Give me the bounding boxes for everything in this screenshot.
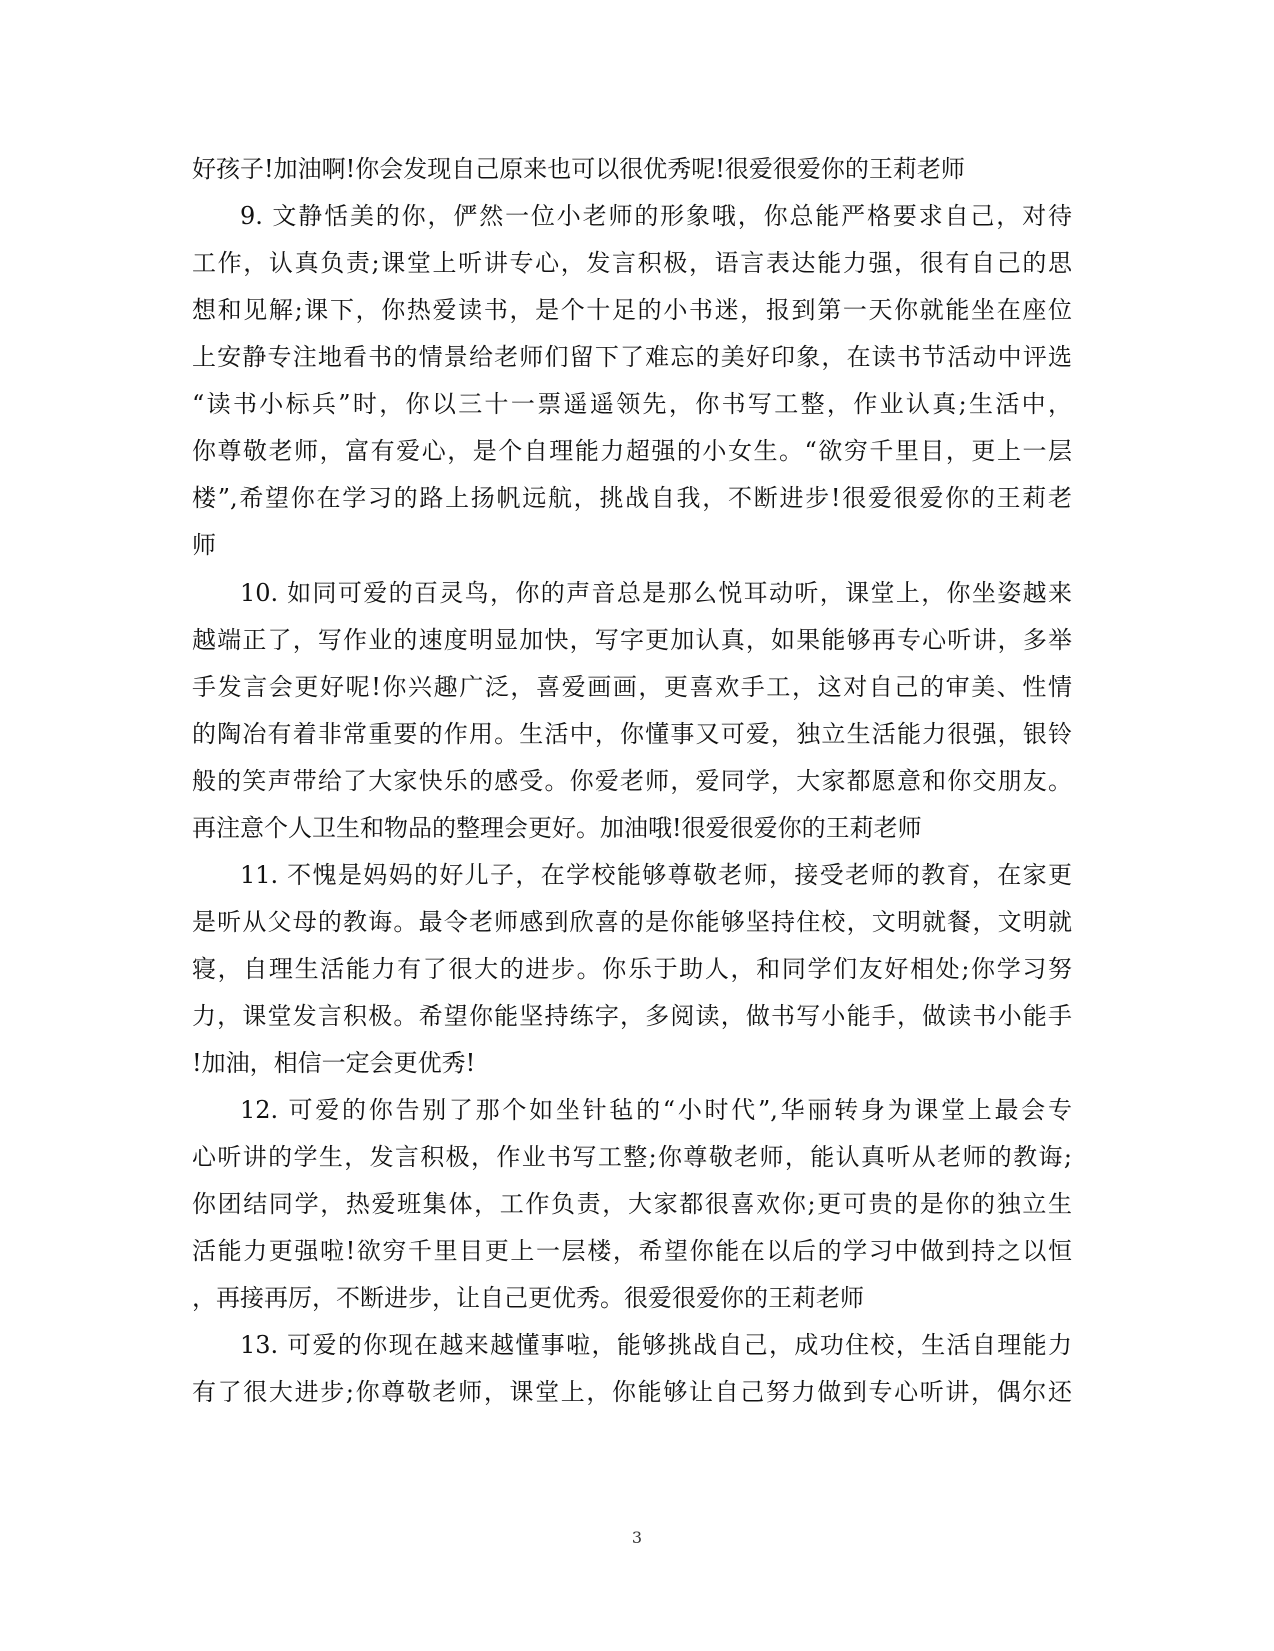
paragraph-10-first-line: 10. 如同可爱的百灵鸟，你的声音总是那么悦耳动听，课堂上，你坐姿越来 — [240, 579, 1072, 607]
text-line: 师 — [192, 531, 216, 559]
text-line: 楼”,希望你在学习的路上扬帆远航，挑战自我，不断进步!很爱很爱你的王莉老 — [192, 484, 1072, 512]
text-line: 越端正了，写作业的速度明显加快，写字更加认真，如果能够再专心听讲，多举 — [192, 626, 1072, 654]
text-line: 的陶冶有着非常重要的作用。生活中，你懂事又可爱，独立生活能力很强，银铃 — [192, 720, 1072, 748]
page-number: 3 — [631, 1528, 643, 1547]
paragraph-13-first-line: 13. 可爱的你现在越来越懂事啦，能够挑战自己，成功住校，生活自理能力 — [240, 1331, 1072, 1359]
text-line: “读书小标兵”时，你以三十一票遥遥领先，你书写工整，作业认真;生活中， — [192, 390, 1072, 418]
text-line: 活能力更强啦!欲穷千里目更上一层楼，希望你能在以后的学习中做到持之以恒 — [192, 1237, 1072, 1265]
paragraph-12-first-line: 12. 可爱的你告别了那个如坐针毡的“小时代”,华丽转身为课堂上最会专 — [240, 1096, 1072, 1124]
text-line: 手发言会更好呢!你兴趣广泛，喜爱画画，更喜欢手工，这对自己的审美、性情 — [192, 673, 1072, 701]
text-line: 寝，自理生活能力有了很大的进步。你乐于助人，和同学们友好相处;你学习努 — [192, 955, 1072, 983]
paragraph-9-first-line: 9. 文静恬美的你，俨然一位小老师的形象哦，你总能严格要求自己，对待 — [240, 202, 1072, 230]
text-line: 你团结同学，热爱班集体，工作负责，大家都很喜欢你;更可贵的是你的独立生 — [192, 1190, 1072, 1218]
text-line: 工作，认真负责;课堂上听讲专心，发言积极，语言表达能力强，很有自己的思 — [192, 249, 1072, 277]
paragraph-11-first-line: 11. 不愧是妈妈的好儿子，在学校能够尊敬老师，接受老师的教育，在家更 — [240, 861, 1072, 889]
text-line: 是听从父母的教诲。最令老师感到欣喜的是你能够坚持住校，文明就餐，文明就 — [192, 908, 1072, 936]
text-line: ，再接再厉，不断进步，让自己更优秀。很爱很爱你的王莉老师 — [192, 1284, 864, 1312]
text-line: 上安静专注地看书的情景给老师们留下了难忘的美好印象，在读书节活动中评选 — [192, 343, 1072, 371]
text-line: 有了很大进步;你尊敬老师，课堂上，你能够让自己努力做到专心听讲，偶尔还 — [192, 1378, 1072, 1406]
text-line: 你尊敬老师，富有爱心，是个自理能力超强的小女生。“欲穷千里目，更上一层 — [192, 437, 1072, 465]
text-line: !加油，相信一定会更优秀! — [192, 1049, 476, 1077]
text-line: 再注意个人卫生和物品的整理会更好。加油哦!很爱很爱你的王莉老师 — [192, 814, 922, 842]
text-line: 力，课堂发言积极。希望你能坚持练字，多阅读，做书写小能手，做读书小能手 — [192, 1002, 1072, 1030]
text-line: 心听讲的学生，发言积极，作业书写工整;你尊敬老师，能认真听从老师的教诲; — [192, 1143, 1072, 1171]
text-line: 般的笑声带给了大家快乐的感受。你爱老师，爱同学，大家都愿意和你交朋友。 — [192, 767, 1072, 795]
text-line: 好孩子!加油啊!你会发现自己原来也可以很优秀呢!很爱很爱你的王莉老师 — [192, 155, 965, 183]
text-line: 想和见解;课下，你热爱读书，是个十足的小书迷，报到第一天你就能坐在座位 — [192, 296, 1072, 324]
